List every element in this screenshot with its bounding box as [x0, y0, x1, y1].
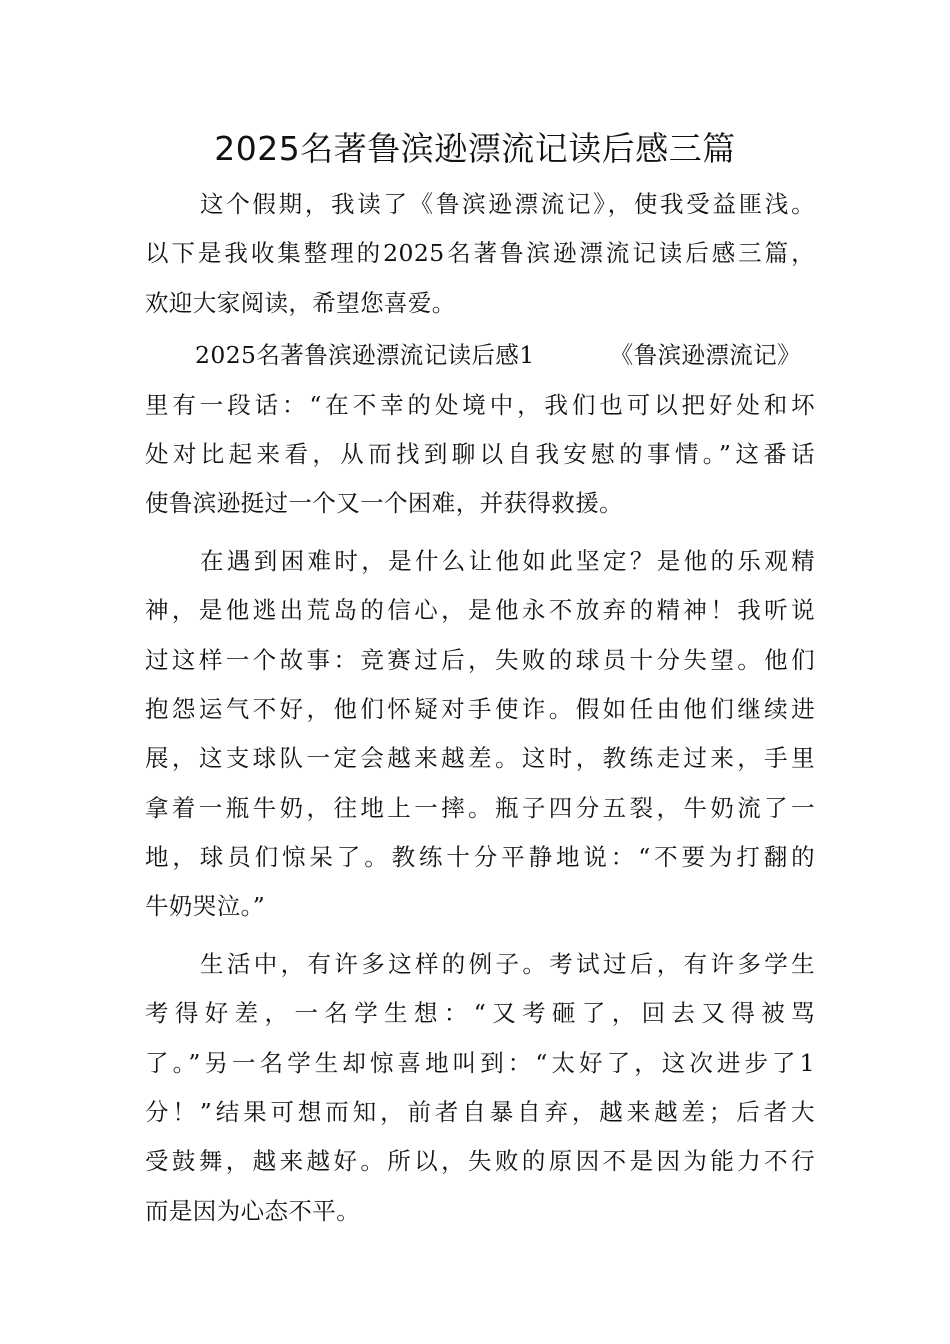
section-1-paragraph-2 [145, 537, 815, 932]
text-line: 神，是他逃出荒岛的信心，是他永不放弃的精神！我听说 [145, 596, 815, 625]
section-1-paragraph-1 [145, 331, 815, 529]
text-line: 这个假期，我读了《鲁滨逊漂流记》，使我受益匪浅。 [200, 190, 815, 218]
document-body [145, 180, 815, 1236]
text-line: 而是因为心态不平。 [145, 1196, 361, 1225]
text-line: 使鲁滨逊挺过一个又一个困难，并获得救援。 [145, 489, 623, 518]
text-line: 处对比起来看，从而找到聊以自我安慰的事情。”这番话 [145, 439, 815, 468]
text-line: 展，这支球队一定会越来越差。这时，教练走过来，手里 [145, 744, 815, 773]
text-line: 受鼓舞，越来越好。所以，失败的原因不是因为能力不行 [145, 1147, 815, 1176]
text-line: 以下是我收集整理的2025名著鲁滨逊漂流记读后感三篇， [145, 239, 815, 268]
text-line: 牛奶哭泣。” [145, 892, 266, 921]
text-line: 分！”结果可想而知，前者自暴自弃，越来越差；后者大 [145, 1098, 815, 1127]
text-line: 抱怨运气不好，他们怀疑对手使诈。假如任由他们继续进 [145, 694, 815, 723]
text-line: 了。”另一名学生却惊喜地叫到：“太好了，这次进步了1 [145, 1048, 815, 1077]
text-line: 欢迎大家阅读，希望您喜爱。 [145, 288, 456, 317]
text-line: 地，球员们惊呆了。教练十分平静地说：“不要为打翻的 [145, 843, 815, 872]
document-title: 2025名著鲁滨逊漂流记读后感三篇 [214, 129, 736, 168]
section-heading-line [145, 331, 815, 380]
text-line: 拿着一瓶牛奶，往地上一摔。瓶子四分五裂，牛奶流了一 [145, 793, 815, 822]
text-line: 在遇到困难时，是什么让他如此坚定？是他的乐观精 [200, 546, 815, 575]
text-line: 过这样一个故事：竞赛过后，失败的球员十分失望。他们 [145, 645, 815, 674]
text-line: 里有一段话：“在不幸的处境中，我们也可以把好处和坏 [145, 390, 815, 419]
text-line: 生活中，有许多这样的例子。考试过后，有许多学生 [200, 949, 815, 978]
section-heading: 2025名著鲁滨逊漂流记读后感1 [195, 341, 535, 370]
intro-paragraph [145, 180, 815, 328]
book-title: 《鲁滨逊漂流记》 [609, 341, 801, 370]
text-line: 考得好差，一名学生想：“又考砸了，回去又得被骂 [145, 999, 815, 1028]
section-1-paragraph-3 [145, 940, 815, 1236]
